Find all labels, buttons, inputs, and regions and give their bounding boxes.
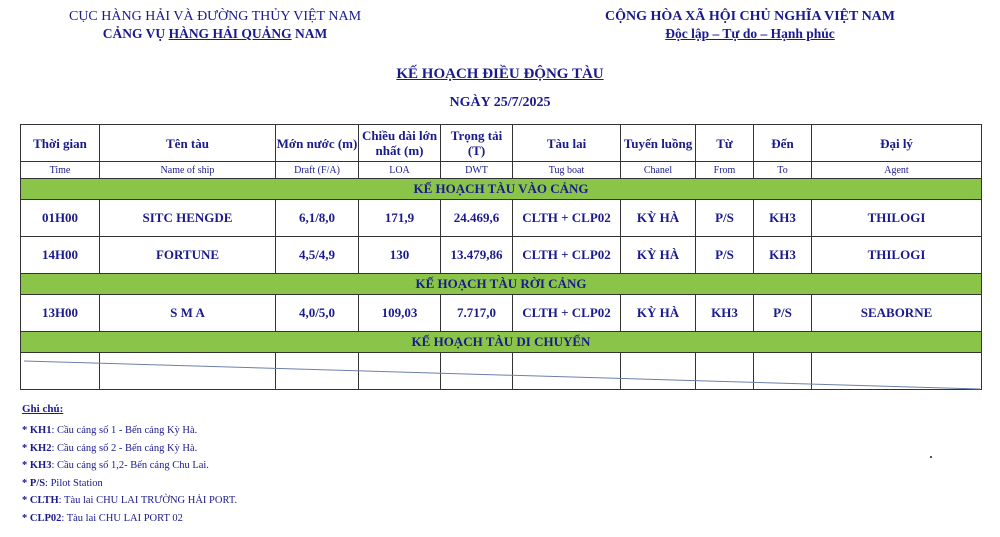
subheader-row bbox=[21, 162, 982, 179]
empty-row bbox=[21, 353, 982, 390]
cell-tug: CLTH + CLP02 bbox=[513, 237, 621, 274]
col-sub-tug: Tug boat bbox=[513, 162, 621, 179]
section-title: KẾ HOẠCH TÀU RỜI CẢNG bbox=[21, 274, 982, 295]
country-name: CỘNG HÒA XÃ HỘI CHỦ NGHĨA VIỆT NAM bbox=[604, 9, 895, 24]
col-sub-to: To bbox=[754, 162, 812, 179]
cell-agent: THILOGI bbox=[812, 237, 982, 274]
section-arrival bbox=[21, 179, 982, 200]
table-row bbox=[21, 295, 982, 332]
cell-from: KH3 bbox=[696, 295, 754, 332]
cell-ship: S M A bbox=[100, 295, 276, 332]
col-sub-ship: Name of ship bbox=[100, 162, 276, 179]
cell-loa: 130 bbox=[359, 237, 441, 274]
notes-title: Ghi chú: bbox=[22, 403, 64, 415]
port-authority-name: CẢNG VỤ HÀNG HẢI QUẢNG NAM bbox=[102, 26, 328, 41]
cell-time: 01H00 bbox=[21, 200, 100, 237]
agency-name: CỤC HÀNG HẢI VÀ ĐƯỜNG THỦY VIỆT NAM bbox=[68, 9, 362, 24]
cell-to: P/S bbox=[754, 295, 812, 332]
cell-channel: KỲ HÀ bbox=[621, 200, 696, 237]
cell-ship: FORTUNE bbox=[100, 237, 276, 274]
col-sub-loa: LOA bbox=[359, 162, 441, 179]
table-row bbox=[21, 237, 982, 274]
section-title: KẾ HOẠCH TÀU VÀO CẢNG bbox=[21, 179, 982, 200]
notes bbox=[22, 403, 237, 527]
col-header-ship: Tên tàu bbox=[100, 125, 276, 162]
motto: Độc lập – Tự do – Hạnh phúc bbox=[665, 26, 835, 41]
note-item: * KH1: Cầu cảng số 1 - Bến cảng Kỳ Hà. bbox=[22, 425, 198, 436]
cell-draft: 6,1/8,0 bbox=[276, 200, 359, 237]
header-left bbox=[20, 8, 410, 42]
cell-agent: SEABORNE bbox=[812, 295, 982, 332]
header-row bbox=[21, 125, 982, 162]
col-sub-from: From bbox=[696, 162, 754, 179]
col-header-tug: Tàu lai bbox=[513, 125, 621, 162]
cell-channel: KỲ HÀ bbox=[621, 237, 696, 274]
col-header-loa: Chiều dài lớn nhất (m) bbox=[359, 125, 441, 162]
cell-ship: SITC HENGDE bbox=[100, 200, 276, 237]
note-item: * P/S: Pilot Station bbox=[22, 477, 103, 489]
cell-from: P/S bbox=[696, 200, 754, 237]
note-item: * CLTH: Tàu lai CHU LAI TRƯỜNG HẢI PORT. bbox=[22, 495, 238, 506]
document-title: KẾ HOẠCH ĐIỀU ĐỘNG TÀU bbox=[396, 66, 604, 82]
header-right bbox=[520, 8, 980, 42]
document-date: NGÀY 25/7/2025 bbox=[449, 95, 551, 110]
cell-channel: KỲ HÀ bbox=[621, 295, 696, 332]
col-header-agent: Đại lý bbox=[812, 125, 982, 162]
col-header-to: Đến bbox=[754, 125, 812, 162]
cell-to: KH3 bbox=[754, 237, 812, 274]
col-sub-dwt: DWT bbox=[441, 162, 513, 179]
cell-agent: THILOGI bbox=[812, 200, 982, 237]
cell-dwt: 13.479,86 bbox=[441, 237, 513, 274]
cell-draft: 4,5/4,9 bbox=[276, 237, 359, 274]
cell-tug: CLTH + CLP02 bbox=[513, 295, 621, 332]
col-header-time: Thời gian bbox=[21, 125, 100, 162]
col-header-channel: Tuyến luồng bbox=[621, 125, 696, 162]
col-sub-draft: Draft (F/A) bbox=[276, 162, 359, 179]
cell-from: P/S bbox=[696, 237, 754, 274]
section-shifting bbox=[21, 332, 982, 353]
cell-to: KH3 bbox=[754, 200, 812, 237]
col-header-draft: Mớn nước (m) bbox=[276, 125, 359, 162]
table-row bbox=[21, 200, 982, 237]
col-sub-time: Time bbox=[21, 162, 100, 179]
cell-dwt: 7.717,0 bbox=[441, 295, 513, 332]
note-item: * CLP02: Tàu lai CHU LAI PORT 02 bbox=[22, 512, 183, 524]
col-header-from: Từ bbox=[696, 125, 754, 162]
note-item: * KH2: Cầu cảng số 2 - Bến cảng Kỳ Hà. bbox=[22, 442, 198, 454]
note-item: * KH3: Cầu cảng số 1,2- Bến cảng Chu Lai. bbox=[22, 460, 209, 471]
cell-time: 14H00 bbox=[21, 237, 100, 274]
col-sub-agent: Agent bbox=[812, 162, 982, 179]
ship-movement-table bbox=[20, 124, 982, 390]
stray-mark bbox=[930, 456, 932, 458]
cell-time: 13H00 bbox=[21, 295, 100, 332]
section-title: KẾ HOẠCH TÀU DI CHUYỂN bbox=[21, 332, 982, 353]
col-sub-channel: Chanel bbox=[621, 162, 696, 179]
cell-dwt: 24.469,6 bbox=[441, 200, 513, 237]
cell-tug: CLTH + CLP02 bbox=[513, 200, 621, 237]
col-header-dwt: Trọng tải (T) bbox=[441, 125, 513, 162]
cell-loa: 109,03 bbox=[359, 295, 441, 332]
section-departure bbox=[21, 274, 982, 295]
cell-loa: 171,9 bbox=[359, 200, 441, 237]
cell-draft: 4,0/5,0 bbox=[276, 295, 359, 332]
